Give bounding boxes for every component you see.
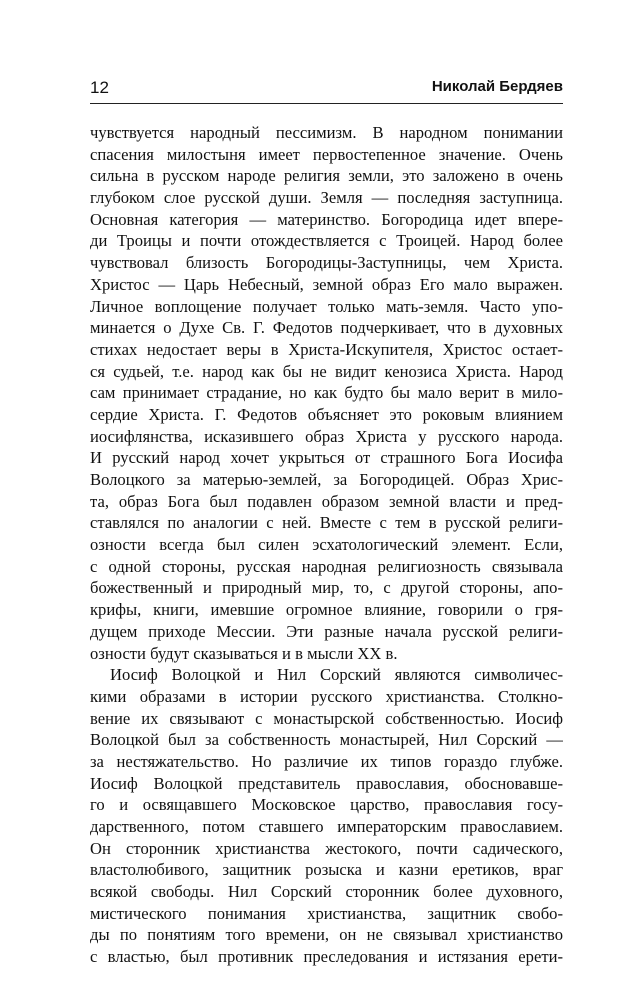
text-line: Иосиф Волоцкой представитель православия, обосновавше- xyxy=(90,773,563,793)
text-line: сильна в русском народе религия земли, это заложено в очень xyxy=(90,166,563,186)
text-line: минается о Духе Св. Г. Федотов подчеркивает, что в духовных xyxy=(90,318,563,338)
text-line: Основная категория — материнство. Богородица идет впере- xyxy=(90,209,563,229)
text-line: божественный и природный мир, то, с другой стороны, апо- xyxy=(90,578,563,598)
text-line: Христос — Царь Небесный, земной образ Его мало выражен. xyxy=(90,274,563,294)
text-line: кими образами в истории русского христианства. Столкно- xyxy=(90,686,563,706)
text-line: го и освящавшего Московское царство, православия госу- xyxy=(90,795,563,815)
text-line: чувствуется народный пессимизм. В народном понимании xyxy=(90,123,563,142)
text-line: сам принимает страдание, но как будто бы мало верит в мило- xyxy=(90,383,563,403)
text-line: ся судьей, т.е. народ как бы не видит кенозиса Христа. Народ xyxy=(90,361,563,381)
text-line: чувствовал близость Богородицы-Заступницы, чем Христа. xyxy=(90,253,563,273)
text-line: властолюбивого, защитник розыска и казни еретиков, враг xyxy=(90,860,563,880)
text-line: крифы, книги, имевшие огромное влияние, говорили о гря- xyxy=(90,600,563,620)
text-line: спасения милостыня имеет первостепенное значение. Очень xyxy=(90,144,563,164)
text-line: ставлялся по аналогии с ней. Вместе с тем в русской религи- xyxy=(90,513,563,533)
text-line: озности будут сказываться и в мысли XX в. xyxy=(90,643,398,663)
text-line: мистического понимания христианства, защитник свобо- xyxy=(90,903,563,923)
text-line: Волоцкой был за собственность монастырей, Нил Сорский — xyxy=(90,730,563,750)
text-line: Он сторонник христианства жестокого, почти садического, xyxy=(90,838,563,858)
header-rule xyxy=(90,103,563,104)
body-text xyxy=(90,122,563,968)
text-line: Личное воплощение получает только мать-земля. Часто упо- xyxy=(90,296,563,316)
text-line: иосифлянства, исказившего образ Христа у русского народа. xyxy=(90,426,563,446)
text-line: дарственного, потом ставшего императорским православием. xyxy=(90,817,563,836)
text-line: Волоцкого за матерью-землей, за Богородицей. Образ Хрис- xyxy=(90,470,563,489)
paragraph xyxy=(90,664,563,968)
text-line: за нестяжательство. Но различие их типов гораздо глубже. xyxy=(90,751,563,771)
text-line: озности всегда был силен эсхатологический элемент. Если, xyxy=(90,535,563,555)
text-line: всякой свободы. Нил Сорский сторонник более духовного, xyxy=(90,882,563,902)
text-line: дущем приходе Мессии. Эти разные начала русской религи- xyxy=(90,621,563,641)
paragraph xyxy=(90,122,563,664)
text-line: вение их связывают с монастырской собственностью. Иосиф xyxy=(90,708,563,728)
text-line: стихах недостает веры в Христа-Искупителя, Христос остает- xyxy=(90,339,563,359)
page-header xyxy=(90,72,563,104)
text-line: сердие Христа. Г. Федотов объясняет это роковым влиянием xyxy=(90,404,563,424)
text-line: с властью, был противник преследования и истязания ерети- xyxy=(90,947,563,967)
text-line: И русский народ хочет укрыться от страшного Бога Иосифа xyxy=(90,448,563,468)
text-line: ды по понятиям того времени, он не связывал христианство xyxy=(90,925,563,945)
running-head-author: Николай Бердяев xyxy=(431,78,563,95)
text-line: та, образ Бога был подавлен образом земной власти и пред- xyxy=(90,491,563,511)
text-line: ди Троицы и почти отождествляется с Троицей. Народ более xyxy=(90,231,563,251)
text-line: с одной стороны, русская народная религиозность связывала xyxy=(90,556,563,576)
page-number: 12 xyxy=(90,78,109,97)
text-line: глубоком слое русской души. Земля — последняя заступница. xyxy=(90,188,563,208)
text-line: Иосиф Волоцкой и Нил Сорский являются символичес- xyxy=(110,665,563,685)
